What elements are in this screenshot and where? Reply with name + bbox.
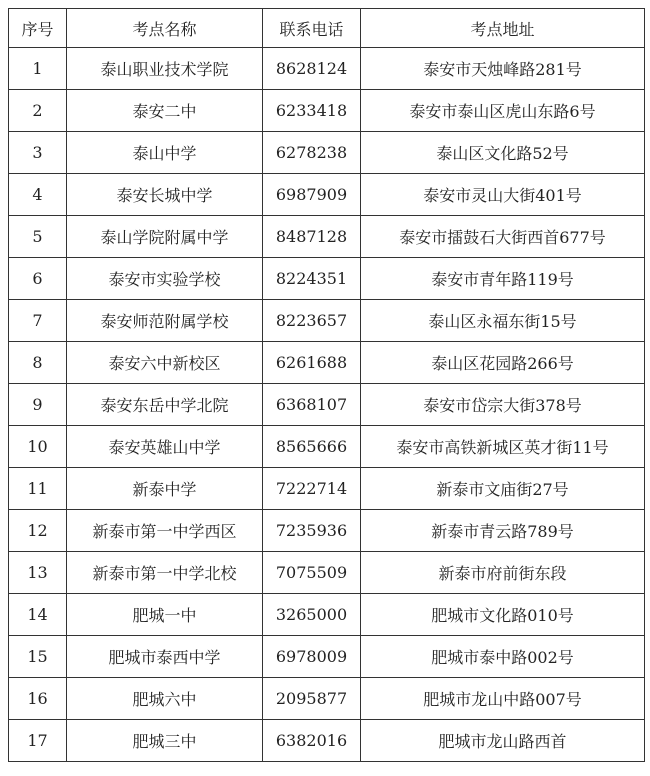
cell-serial-number: 11 — [9, 468, 67, 510]
table-row — [9, 468, 645, 510]
cell-serial-number: 5 — [9, 216, 67, 258]
table-row — [9, 636, 645, 678]
cell-phone: 8565666 — [263, 426, 361, 468]
table-row — [9, 510, 645, 552]
cell-phone: 6382016 — [263, 720, 361, 762]
cell-serial-number: 12 — [9, 510, 67, 552]
cell-phone: 6261688 — [263, 342, 361, 384]
cell-phone: 2095877 — [263, 678, 361, 720]
cell-address: 肥城市泰中路002号 — [361, 636, 645, 678]
cell-phone: 8223657 — [263, 300, 361, 342]
cell-serial-number: 14 — [9, 594, 67, 636]
cell-site-name: 新泰中学 — [67, 468, 263, 510]
cell-address: 泰安市高铁新城区英才街11号 — [361, 426, 645, 468]
table-body — [9, 48, 645, 762]
cell-address: 泰安市泰山区虎山东路6号 — [361, 90, 645, 132]
table-row — [9, 90, 645, 132]
table-row — [9, 426, 645, 468]
table-row — [9, 342, 645, 384]
table-row — [9, 174, 645, 216]
cell-serial-number: 13 — [9, 552, 67, 594]
cell-address: 泰山区文化路52号 — [361, 132, 645, 174]
table-row — [9, 552, 645, 594]
cell-site-name: 泰山学院附属中学 — [67, 216, 263, 258]
cell-phone: 8487128 — [263, 216, 361, 258]
cell-phone: 7222714 — [263, 468, 361, 510]
cell-address: 泰安市灵山大街401号 — [361, 174, 645, 216]
cell-phone: 6278238 — [263, 132, 361, 174]
cell-phone: 6233418 — [263, 90, 361, 132]
table-row — [9, 132, 645, 174]
header-address: 考点地址 — [361, 9, 645, 48]
cell-site-name: 泰安市实验学校 — [67, 258, 263, 300]
cell-phone: 6978009 — [263, 636, 361, 678]
cell-site-name: 泰山职业技术学院 — [67, 48, 263, 90]
header-site-name: 考点名称 — [67, 9, 263, 48]
table-header — [9, 9, 645, 48]
cell-site-name: 肥城六中 — [67, 678, 263, 720]
cell-phone: 8628124 — [263, 48, 361, 90]
cell-phone: 7235936 — [263, 510, 361, 552]
cell-address: 新泰市青云路789号 — [361, 510, 645, 552]
cell-serial-number: 15 — [9, 636, 67, 678]
table-row — [9, 678, 645, 720]
cell-address: 泰山区永福东街15号 — [361, 300, 645, 342]
cell-address: 泰安市擂鼓石大街西首677号 — [361, 216, 645, 258]
cell-address: 肥城市龙山路西首 — [361, 720, 645, 762]
cell-serial-number: 1 — [9, 48, 67, 90]
cell-serial-number: 17 — [9, 720, 67, 762]
cell-site-name: 新泰市第一中学西区 — [67, 510, 263, 552]
cell-phone: 6368107 — [263, 384, 361, 426]
table-row — [9, 720, 645, 762]
cell-phone: 6987909 — [263, 174, 361, 216]
table-row — [9, 594, 645, 636]
cell-site-name: 泰安六中新校区 — [67, 342, 263, 384]
cell-site-name: 肥城三中 — [67, 720, 263, 762]
cell-address: 泰安市天烛峰路281号 — [361, 48, 645, 90]
cell-address: 泰安市岱宗大街378号 — [361, 384, 645, 426]
header-serial-number: 序号 — [9, 9, 67, 48]
cell-site-name: 泰安长城中学 — [67, 174, 263, 216]
cell-serial-number: 3 — [9, 132, 67, 174]
table-row — [9, 216, 645, 258]
cell-site-name: 肥城一中 — [67, 594, 263, 636]
header-row — [9, 9, 645, 48]
cell-serial-number: 4 — [9, 174, 67, 216]
header-phone: 联系电话 — [263, 9, 361, 48]
table-row — [9, 300, 645, 342]
cell-address: 肥城市文化路010号 — [361, 594, 645, 636]
cell-site-name: 泰安师范附属学校 — [67, 300, 263, 342]
cell-serial-number: 8 — [9, 342, 67, 384]
cell-phone: 8224351 — [263, 258, 361, 300]
cell-address: 泰安市青年路119号 — [361, 258, 645, 300]
table-row — [9, 258, 645, 300]
cell-site-name: 泰安英雄山中学 — [67, 426, 263, 468]
cell-site-name: 肥城市泰西中学 — [67, 636, 263, 678]
cell-phone: 3265000 — [263, 594, 361, 636]
cell-phone: 7075509 — [263, 552, 361, 594]
table-row — [9, 48, 645, 90]
cell-site-name: 泰山中学 — [67, 132, 263, 174]
cell-site-name: 泰安二中 — [67, 90, 263, 132]
exam-site-table — [8, 8, 645, 762]
cell-site-name: 泰安东岳中学北院 — [67, 384, 263, 426]
cell-address: 肥城市龙山中路007号 — [361, 678, 645, 720]
cell-serial-number: 2 — [9, 90, 67, 132]
cell-site-name: 新泰市第一中学北校 — [67, 552, 263, 594]
cell-serial-number: 16 — [9, 678, 67, 720]
cell-serial-number: 7 — [9, 300, 67, 342]
cell-serial-number: 9 — [9, 384, 67, 426]
cell-address: 泰山区花园路266号 — [361, 342, 645, 384]
cell-serial-number: 10 — [9, 426, 67, 468]
table-row — [9, 384, 645, 426]
cell-address: 新泰市府前街东段 — [361, 552, 645, 594]
cell-serial-number: 6 — [9, 258, 67, 300]
cell-address: 新泰市文庙街27号 — [361, 468, 645, 510]
